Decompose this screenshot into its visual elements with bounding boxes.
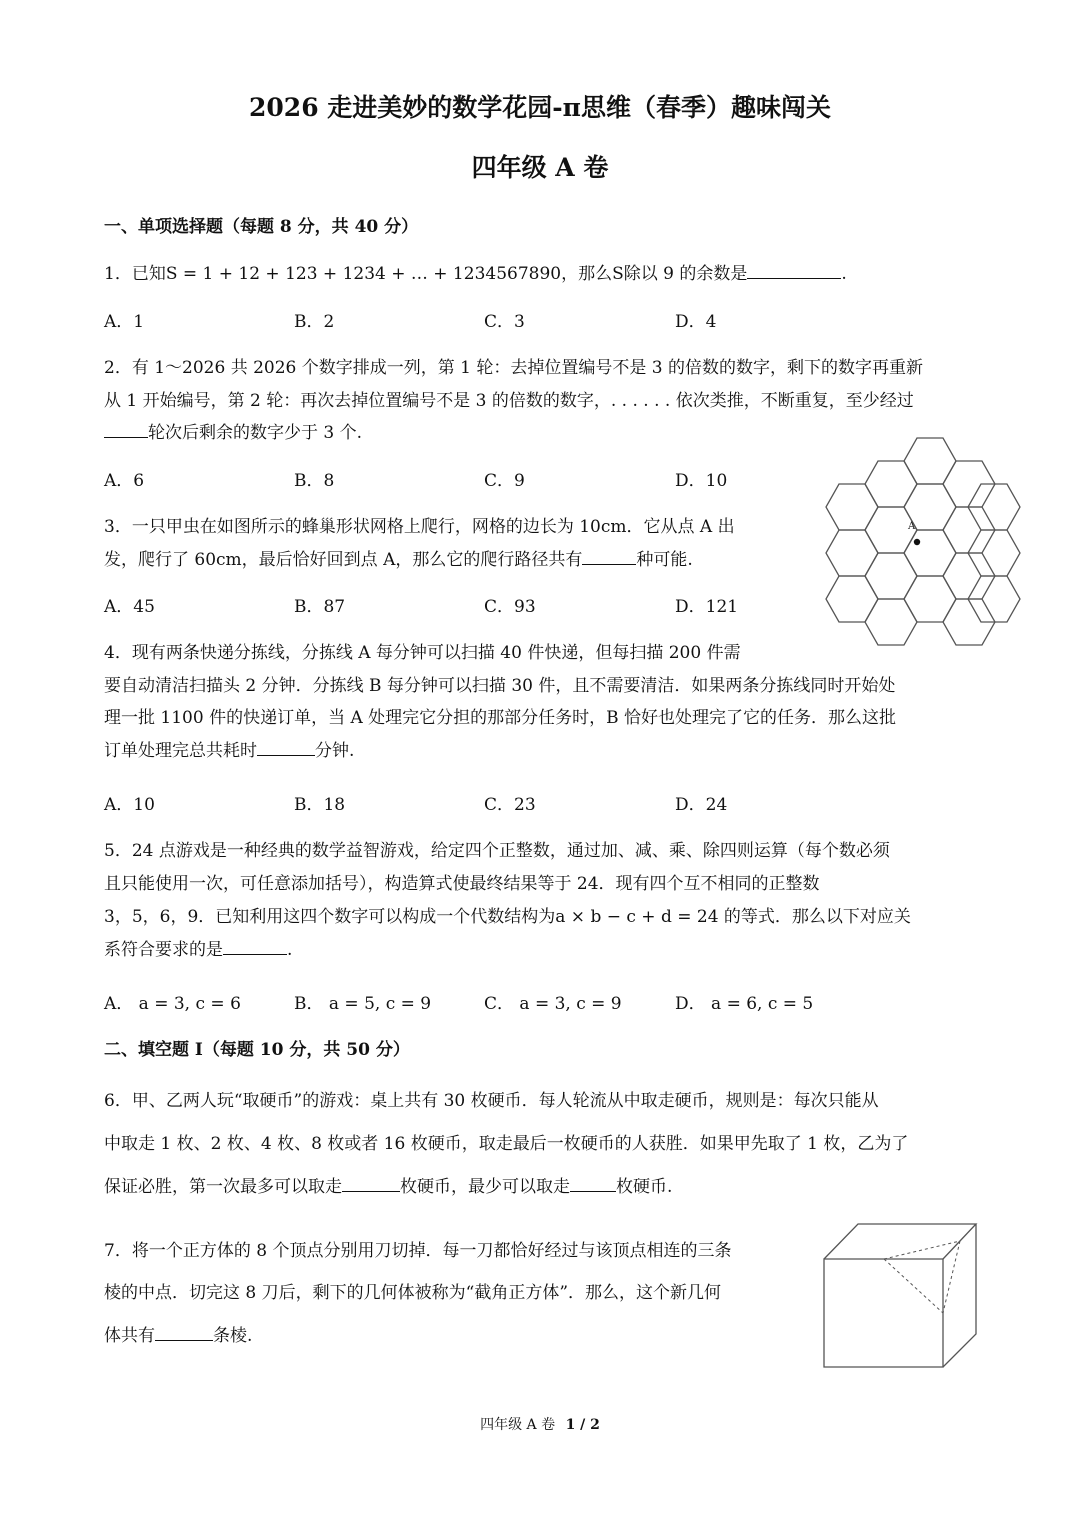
honeycomb-figure: [820, 432, 1030, 652]
q4-option-d[interactable]: D．24: [675, 795, 728, 815]
cube-side-face: [943, 1224, 976, 1367]
footer-label: 四年级 A 卷: [480, 1417, 556, 1433]
q3-option-c[interactable]: C．93: [484, 597, 536, 617]
q6-line-3: [104, 1172, 672, 1197]
q4-line-3: 理一批 1100 件的快递订单，当 A 处理完它分担的那部分任务时，B 恰好也处理完了它的任务．那么这批: [104, 708, 897, 728]
q4-option-b[interactable]: B．18: [294, 795, 346, 815]
q3-line-2: [104, 545, 693, 570]
page-number: 1 / 2: [565, 1417, 600, 1433]
q7-text-end: 条棱.: [213, 1326, 253, 1346]
q6-text-c: 枚硬币.: [616, 1177, 673, 1197]
hex-cell: [865, 553, 917, 599]
q5-option-d[interactable]: D． a = 6, c = 5: [675, 994, 814, 1014]
q5-line-2: 且只能使用一次，可任意添加括号），构造算式使最终结果等于 24．现有四个互不相同的正整数: [104, 874, 820, 894]
hex-cell: [904, 576, 956, 622]
q5-option-a[interactable]: A． a = 3, c = 6: [104, 994, 241, 1014]
q5-text: 系符合要求的是: [104, 940, 223, 960]
q2-option-d[interactable]: D．10: [675, 471, 728, 491]
q5-line-4: [104, 935, 292, 960]
q4-answer-blank[interactable]: [257, 739, 315, 756]
q3-line-1: 3．一只甲虫在如图所示的蜂巢形状网格上爬行，网格的边长为 10cm．它从点 A 出: [104, 517, 735, 537]
q5-option-b[interactable]: B． a = 5, c = 9: [294, 994, 432, 1014]
q2-line-3: [104, 418, 362, 443]
q1-answer-blank[interactable]: [747, 262, 841, 279]
section-heading-choice: 一、单项选择题（每题 8 分，共 40 分）: [104, 217, 419, 237]
q1-text-end: .: [841, 264, 847, 284]
hex-cell: [865, 461, 917, 507]
page-footer: [0, 1414, 1080, 1434]
hex-cell: [904, 530, 956, 576]
q3-text: 发，爬行了 60cm，最后恰好回到点 A，那么它的爬行路径共有: [104, 550, 583, 570]
q2-line-2: 从 1 开始编号，第 2 轮：再次去掉位置编号不是 3 的倍数的数字，. . . . . . 依次类推，不断重复，至少经过: [104, 391, 914, 411]
q3-option-a[interactable]: A．45: [104, 597, 155, 617]
q7-line-2: 棱的中点．切完这 8 刀后，剩下的几何体被称为“截角正方体”．那么，这个新几何: [104, 1283, 722, 1303]
point-a-label: A: [908, 521, 916, 532]
q6-text-a: 保证必胜，第一次最多可以取走: [104, 1177, 342, 1197]
q4-option-a[interactable]: A．10: [104, 795, 155, 815]
q4-line-1: 4．现有两条快递分拣线，分拣线 A 每分钟可以扫描 40 件快递，但每扫描 200 件需: [104, 643, 741, 663]
q7-line-3: [104, 1321, 252, 1346]
q2-answer-blank[interactable]: [104, 421, 148, 438]
q3-text-end: 种可能.: [636, 550, 693, 570]
hex-cell: [865, 599, 917, 645]
section-heading-fill: 二、填空题 I（每题 10 分，共 50 分）: [104, 1040, 410, 1060]
cut-line: [884, 1241, 960, 1259]
q1-option-b[interactable]: B．2: [294, 312, 335, 332]
q6-line-1: 6．甲、乙两人玩“取硬币”的游戏：桌上共有 30 枚硬币．每人轮流从中取走硬币，规则是：每次只能从: [104, 1091, 879, 1111]
q5-line-1: 5．24 点游戏是一种经典的数学益智游戏，给定四个正整数，通过加、减、乘、除四则运算（每个数必须: [104, 841, 890, 861]
q2-option-a[interactable]: A．6: [104, 471, 145, 491]
page-title: 2026 走进美妙的数学花园-π思维（春季）趣味闯关: [249, 93, 831, 122]
q5-option-c[interactable]: C． a = 3, c = 9: [484, 994, 622, 1014]
q2-option-b[interactable]: B．8: [294, 471, 335, 491]
q6-text-b: 枚硬币，最少可以取走: [400, 1177, 570, 1197]
q4-text-end: 分钟.: [315, 741, 355, 761]
q5-answer-blank[interactable]: [223, 938, 287, 955]
q1-option-c[interactable]: C．3: [484, 312, 525, 332]
q7-text: 体共有: [104, 1326, 155, 1346]
hex-cell: [826, 576, 878, 622]
q7-answer-blank[interactable]: [155, 1324, 213, 1341]
q4-option-c[interactable]: C．23: [484, 795, 536, 815]
q1-option-d[interactable]: D．4: [675, 312, 717, 332]
q6-answer-blank-min[interactable]: [570, 1175, 616, 1192]
q2-option-c[interactable]: C．9: [484, 471, 525, 491]
point-a-marker: [914, 539, 920, 545]
q2-text-end: 轮次后剩余的数字少于 3 个.: [148, 423, 363, 443]
cut-line: [943, 1241, 960, 1313]
cube-top-face: [824, 1224, 976, 1259]
cube-figure: [818, 1218, 984, 1374]
page-subtitle: 四年级 A 卷: [471, 153, 609, 182]
q3-answer-blank[interactable]: [582, 548, 636, 565]
hex-cell: [826, 530, 878, 576]
question-1: [104, 259, 847, 284]
q2-line-1: 2．有 1～2026 共 2026 个数字排成一列，第 1 轮：去掉位置编号不是 3 的倍数的数字，剩下的数字再重新: [104, 358, 924, 378]
q1-text: 1．已知S = 1 + 12 + 123 + 1234 + … + 1234567890，那么S除以 9 的余数是: [104, 264, 748, 284]
cube-front-face: [824, 1259, 943, 1367]
q4-text: 订单处理完总共耗时: [104, 741, 257, 761]
cut-line: [884, 1259, 943, 1313]
q3-option-b[interactable]: B．87: [294, 597, 346, 617]
q4-line-4: [104, 736, 354, 761]
q3-option-d[interactable]: D．121: [675, 597, 739, 617]
hex-cell: [826, 484, 878, 530]
q4-line-2: 要自动清洁扫描头 2 分钟．分拣线 B 每分钟可以扫描 30 件，且不需要清洁．如果两条分拣线同时开始处: [104, 676, 896, 696]
q6-answer-blank-max[interactable]: [342, 1175, 400, 1192]
q5-text-end: .: [287, 940, 293, 960]
q1-option-a[interactable]: A．1: [104, 312, 145, 332]
q7-line-1: 7．将一个正方体的 8 个顶点分别用刀切掉．每一刀都恰好经过与该顶点相连的三条: [104, 1241, 732, 1261]
q5-line-3: 3，5，6，9．已知利用这四个数字可以构成一个代数结构为a × b − c + d = 24 的等式．那么以下对应关: [104, 907, 911, 927]
hex-cell: [904, 438, 956, 484]
q6-line-2: 中取走 1 枚、2 枚、4 枚、8 枚或者 16 枚硬币，取走最后一枚硬币的人获胜．如果甲先取了 1 枚，乙为了: [104, 1134, 909, 1154]
